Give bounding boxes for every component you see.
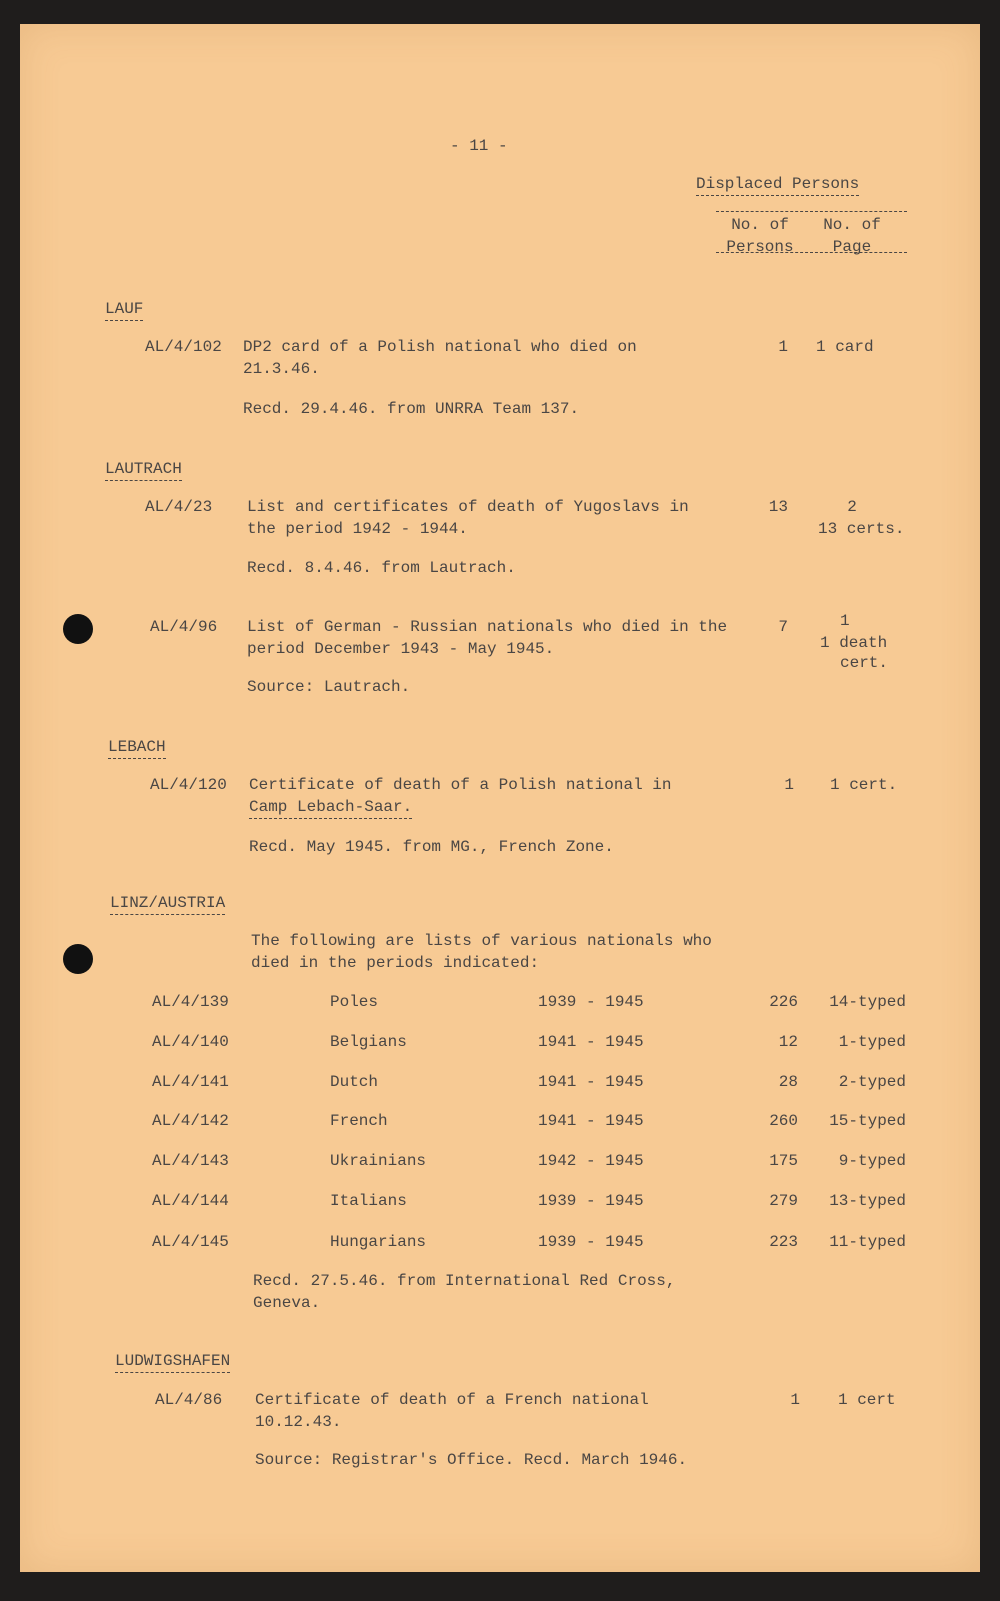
source-lebach: Recd. May 1945. from MG., French Zone. — [249, 838, 614, 856]
row-period: 1941 - 1945 — [538, 1073, 644, 1091]
row-period: 1939 - 1945 — [538, 1192, 644, 1210]
persons-lautrach-1: 13 — [768, 498, 788, 516]
ref-lautrach-2: AL/4/96 — [150, 618, 218, 636]
persons-ludwigshafen: 1 — [790, 1391, 800, 1409]
row-persons: 12 — [778, 1033, 798, 1051]
row-persons: 175 — [769, 1152, 798, 1170]
row-nationality: Dutch — [330, 1073, 379, 1091]
column-header-rule — [716, 211, 907, 212]
persons-lauf: 1 — [778, 338, 788, 356]
section-heading-lautrach: LAUTRACH — [105, 458, 182, 481]
source-lautrach-1: Recd. 8.4.46. from Lautrach. — [247, 559, 516, 577]
row-ref: AL/4/144 — [152, 1192, 229, 1210]
column-header-underline — [716, 252, 907, 253]
persons-lebach: 1 — [784, 776, 794, 794]
desc-lautrach-1-line1: List and certificates of death of Yugoslavs in — [247, 498, 689, 516]
row-nationality: French — [330, 1112, 388, 1130]
desc-ludwigshafen-line2: 10.12.43. — [255, 1413, 342, 1431]
row-period: 1941 - 1945 — [538, 1033, 644, 1051]
row-ref: AL/4/142 — [152, 1112, 229, 1130]
row-nationality: Italians — [330, 1192, 407, 1210]
pages-lautrach-2-line1: 1 — [840, 612, 850, 630]
row-pages: 15-typed — [829, 1112, 906, 1130]
desc-ludwigshafen-line1: Certificate of death of a French national — [255, 1391, 649, 1409]
ref-ludwigshafen: AL/4/86 — [155, 1391, 223, 1409]
col-persons-line1: No. of — [731, 216, 789, 234]
row-period: 1939 - 1945 — [538, 1233, 644, 1251]
source-linz-line1: Recd. 27.5.46. from International Red Cross, — [253, 1272, 676, 1290]
row-period: 1942 - 1945 — [538, 1152, 644, 1170]
intro-linz-line1: The following are lists of various nationals who — [251, 932, 712, 950]
row-ref: AL/4/141 — [152, 1073, 229, 1091]
row-persons: 226 — [769, 993, 798, 1011]
col-persons-line2: Persons — [726, 238, 794, 256]
row-nationality: Hungarians — [330, 1233, 427, 1251]
row-ref: AL/4/145 — [152, 1233, 229, 1251]
row-pages: 13-typed — [829, 1192, 906, 1210]
row-persons: 223 — [769, 1233, 798, 1251]
row-pages: 1-typed — [838, 1033, 906, 1051]
pages-lautrach-2-line3: cert. — [840, 654, 889, 672]
row-ref: AL/4/143 — [152, 1152, 229, 1170]
ref-lebach: AL/4/120 — [150, 776, 227, 794]
punch-hole-bottom — [63, 944, 93, 974]
row-persons: 279 — [769, 1192, 798, 1210]
desc-lebach-line1: Certificate of death of a Polish national in — [249, 776, 672, 794]
section-heading-linz: LINZ/AUSTRIA — [110, 892, 225, 915]
pages-lautrach-2-line2: 1 death — [820, 634, 888, 652]
intro-linz-line2: died in the periods indicated: — [251, 954, 540, 972]
pages-lauf: 1 card — [816, 338, 874, 356]
pages-lebach: 1 cert. — [830, 776, 898, 794]
persons-lautrach-2: 7 — [778, 618, 788, 636]
row-pages: 11-typed — [829, 1233, 906, 1251]
source-linz-line2: Geneva. — [253, 1294, 321, 1312]
section-heading-lebach: LEBACH — [108, 736, 166, 759]
pages-ludwigshafen: 1 cert — [838, 1391, 896, 1409]
desc-lauf-line2: 21.3.46. — [243, 360, 320, 378]
row-persons: 28 — [778, 1073, 798, 1091]
col-pages-line2: Page — [832, 238, 872, 256]
row-pages: 14-typed — [829, 993, 906, 1011]
row-period: 1939 - 1945 — [538, 993, 644, 1011]
desc-lautrach-2-line2: period December 1943 - May 1945. — [247, 640, 555, 658]
desc-lebach-line2: Camp Lebach-Saar. — [249, 796, 412, 819]
row-pages: 2-typed — [838, 1073, 906, 1091]
row-nationality: Belgians — [330, 1033, 407, 1051]
punch-hole-top — [63, 614, 93, 644]
row-persons: 260 — [769, 1112, 798, 1130]
pages-lautrach-1-line1: 2 — [847, 498, 857, 516]
pages-lautrach-1-line2: 13 certs. — [818, 520, 905, 538]
section-heading-lauf: LAUF — [105, 298, 143, 321]
desc-lauf-line1: DP2 card of a Polish national who died on — [243, 338, 637, 356]
ref-lauf: AL/4/102 — [145, 338, 222, 356]
row-nationality: Ukrainians — [330, 1152, 427, 1170]
ref-lautrach-1: AL/4/23 — [145, 498, 213, 516]
desc-lautrach-2-line1: List of German - Russian nationals who died in the — [247, 618, 728, 636]
row-nationality: Poles — [330, 993, 379, 1011]
category-title: Displaced Persons — [696, 173, 859, 196]
row-period: 1941 - 1945 — [538, 1112, 644, 1130]
page-number: - 11 - — [450, 137, 508, 155]
source-lauf: Recd. 29.4.46. from UNRRA Team 137. — [243, 400, 580, 418]
col-pages-line1: No. of — [823, 216, 881, 234]
desc-lautrach-1-line2: the period 1942 - 1944. — [247, 520, 468, 538]
section-heading-ludwigshafen: LUDWIGSHAFEN — [115, 1350, 230, 1373]
row-ref: AL/4/139 — [152, 993, 229, 1011]
row-ref: AL/4/140 — [152, 1033, 229, 1051]
source-ludwigshafen: Source: Registrar's Office. Recd. March 1946. — [255, 1451, 688, 1469]
source-lautrach-2: Source: Lautrach. — [247, 678, 411, 696]
row-pages: 9-typed — [838, 1152, 906, 1170]
